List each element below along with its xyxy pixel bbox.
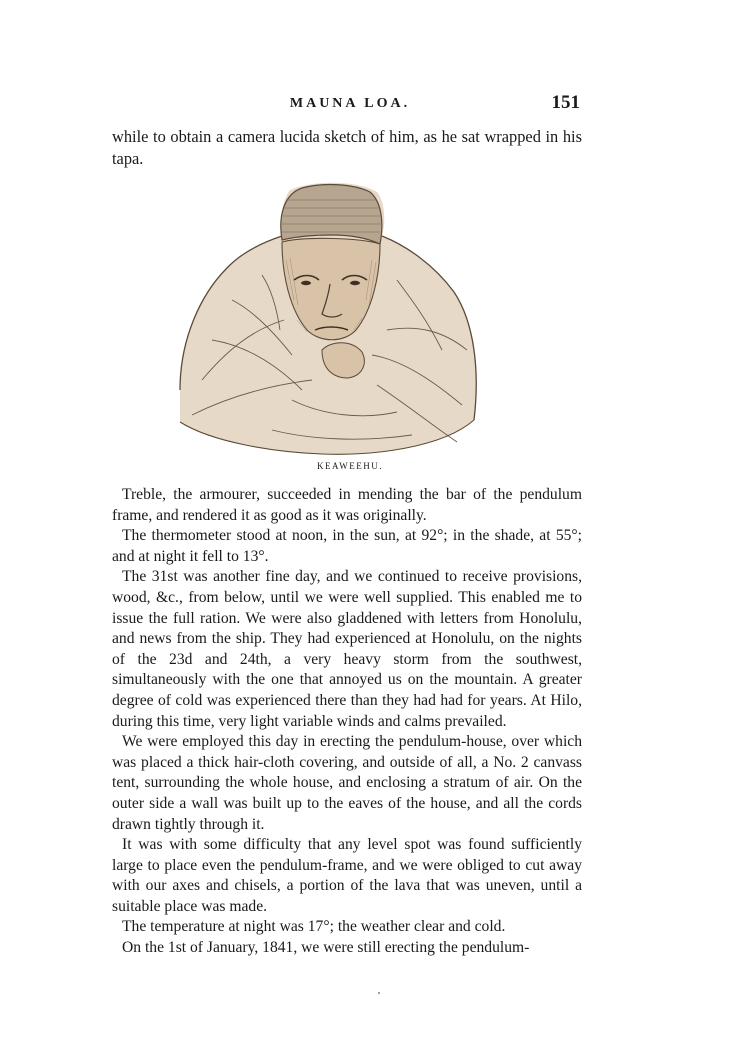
portrait-illustration [172,180,482,456]
paragraph: The 31st was another fine day, and we continued to receive provisions, wood, &c., from below, until we were well supplied. This enabled me to issue the full ration. We were also gladdened with letters from Honolulu, and news from the ship. They had experienced at Honolulu, on the nights of the 23d and 24th, a very heavy storm from the southwest, simultaneously with the one that annoyed us on the mountain. A greater degree of cold was experienced there than they had had for years. At Hilo, during this time, very light variable winds and calms prevailed. [112,568,582,730]
running-head [120,92,580,116]
page-number: 151 [551,92,580,113]
paragraph: The temperature at night was 17°; the weather clear and cold. [122,918,506,936]
paragraph: The thermometer stood at noon, in the sun, at 92°; in the shade, at 55°; and at night it fell to 13°. [112,527,582,565]
paragraph: Treble, the armourer, succeeded in mending the bar of the pendulum frame, and rendered it as good as it was originally. [112,486,582,524]
paragraph: We were employed this day in erecting the pendulum-house, over which was placed a thick hair-cloth covering, and outside of all, a No. 2 canvass tent, surrounding the whole house, and enclosing a stratum of air. On the outer side a wall was built up to the eaves of the house, and all the cords drawn tightly through it. [112,733,582,833]
figure-caption: KEAWEEHU. [316,461,383,471]
portrait-engraving [172,180,482,456]
lead-text: while to obtain a camera lucida sketch of him, as he sat wrapped in his tapa. [112,127,582,168]
running-title: MAUNA LOA. [289,96,411,111]
ink-speck [378,992,380,994]
paragraph: It was with some difficulty that any level spot was found sufficiently large to place even the pendulum-frame, and we were obliged to cut away with our axes and chisels, a portion of the lava that was uneven, until a suitable place was made. [112,836,582,915]
paragraph: On the 1st of January, 1841, we were still erecting the pendulum- [122,939,530,957]
body-text [112,485,582,959]
